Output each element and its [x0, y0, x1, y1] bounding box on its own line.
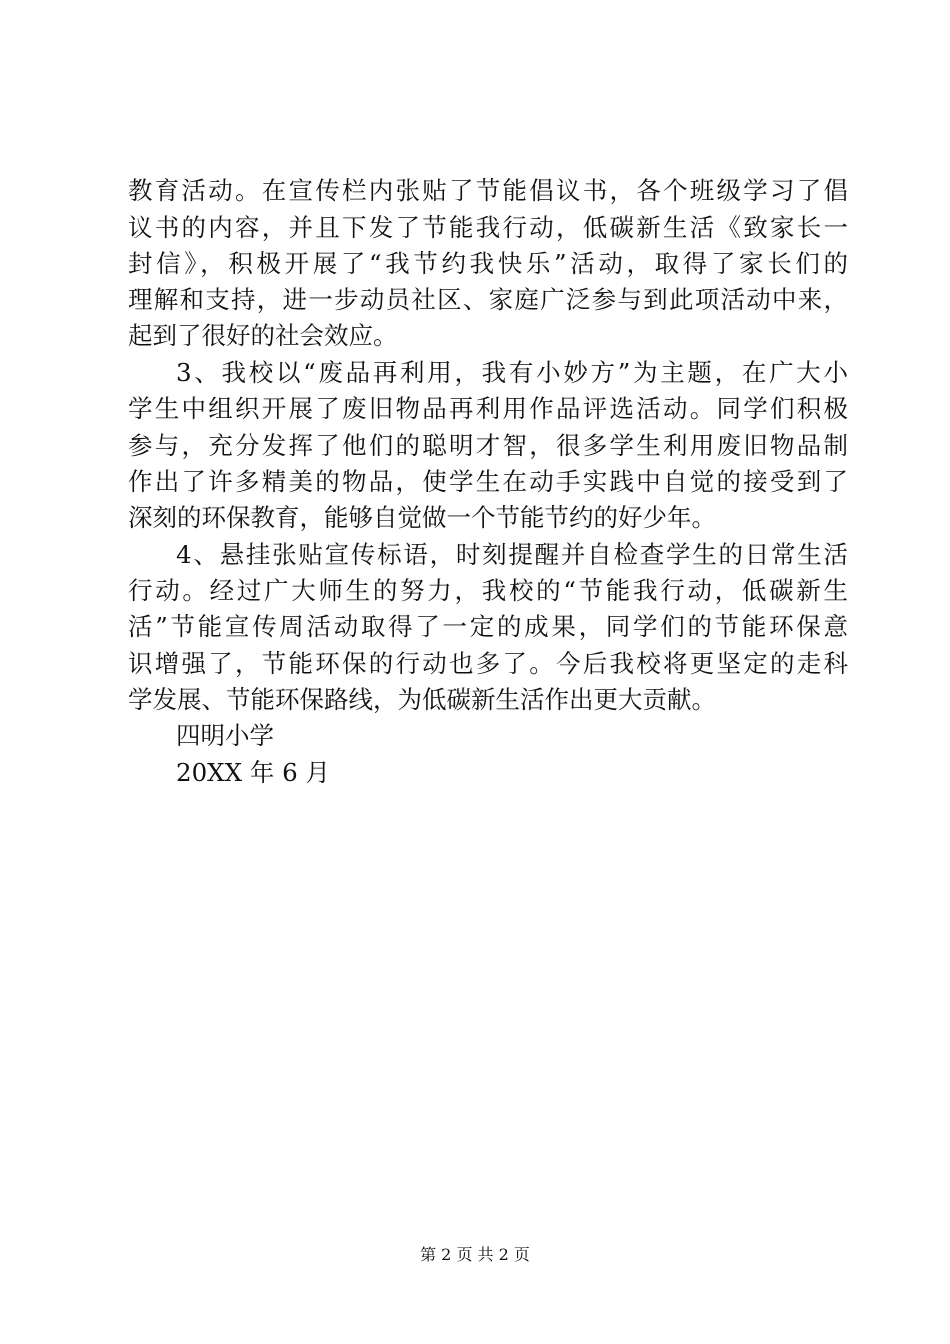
- page-footer: 第 2 页 共 2 页: [420, 1245, 530, 1264]
- text-line: 深刻的环保教育，能够自觉做一个节能节约的好少年。: [128, 503, 716, 532]
- text-line: 活”节能宣传周活动取得了一定的成果，同学们的节能环保意: [128, 612, 848, 641]
- text-line: 行动。经过广大师生的努力，我校的“节能我行动，低碳新生: [128, 576, 848, 605]
- text-line: 议书的内容，并且下发了节能我行动，低碳新生活《致家长一: [128, 213, 848, 242]
- text-line: 识增强了，节能环保的行动也多了。今后我校将更坚定的走科: [128, 649, 848, 678]
- text-line: 3、我校以“废品再利用，我有小妙方”为主题，在广大小: [176, 358, 848, 387]
- signature-date: 20XX 年 6 月: [176, 758, 331, 787]
- text-line: 作出了许多精美的物品，使学生在动手实践中自觉的接受到了: [128, 467, 848, 496]
- text-line: 理解和支持，进一步动员社区、家庭广泛参与到此项活动中来，: [128, 285, 848, 314]
- text-line: 封信》，积极开展了“我节约我快乐”活动，取得了家长们的: [128, 249, 848, 278]
- text-line: 参与，充分发挥了他们的聪明才智，很多学生利用废旧物品制: [128, 431, 848, 460]
- text-line: 教育活动。在宣传栏内张贴了节能倡议书，各个班级学习了倡: [128, 176, 848, 205]
- signature-name: 四明小学: [176, 721, 274, 750]
- text-line: 起到了很好的社会效应。: [128, 321, 398, 350]
- text-line: 4、悬挂张贴宣传标语，时刻提醒并自检查学生的日常生活: [176, 540, 848, 569]
- text-line: 学生中组织开展了废旧物品再利用作品评选活动。同学们积极: [128, 394, 848, 423]
- text-line: 学发展、节能环保路线，为低碳新生活作出更大贡献。: [128, 685, 716, 714]
